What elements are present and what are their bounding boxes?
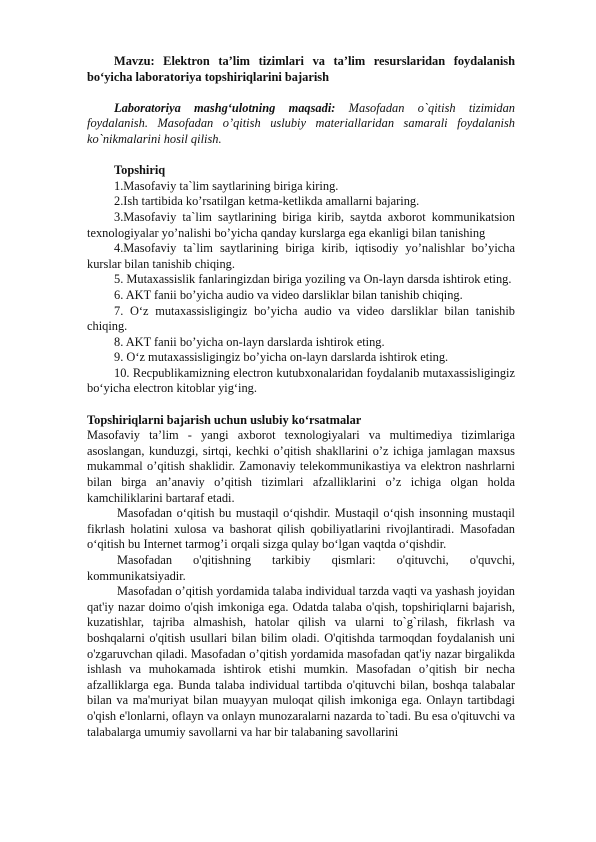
task-item: 3.Masofaviy ta`lim saytlarining biriga kirib, saytda axborot kommunikatsion texnologiyalar yo’nalishi bo’yicha qanday kurslarga ega ekanligi bilan tanishing: [87, 209, 515, 240]
aim-text: Masofadan o`qitish tizimidan foydalanish. Masofadan o’qitish uslubiy materiallaridan samarali foydalanish ko`nikmalarini hosil qilish.: [87, 100, 515, 146]
body-paragraph: Masofadan o'qitishning tarkibiy qismlari: o'qituvchi, o'quvchi, kommunikatsiyadir.: [87, 553, 515, 583]
document-page: [87, 54, 515, 740]
task-item: 1.Masofaviy ta`lim saytlarining biriga kiring.: [114, 178, 339, 193]
task-item: 6. AKT fanii bo’yicha audio va video darsliklar bilan tanishib chiqing.: [114, 287, 463, 302]
task-item: 8. AKT fanii bo’yicha on-layn darslarda ishtirok eting.: [114, 334, 385, 349]
document-title: Mavzu: Elektron ta’lim tizimlari va ta’lim resurslaridan foydalanish bo‘yicha laboratoriya topshiriqlarini bajarish: [87, 54, 515, 84]
task-item: 5. Mutaxassislik fanlaringizdan biriga yoziling va On-layn darsda ishtirok eting.: [114, 272, 512, 287]
task-item: 4.Masofaviy ta`lim saytlarining biriga kirib, iqtisodiy yo’nalishlar bo’yicha kurslar bilan tanishib chiqing.: [87, 241, 515, 271]
aim-paragraph: [87, 101, 515, 148]
task-item: 7. O‘z mutaxassisligingiz bo’yicha audio va video darsliklar bilan tanishib chiqing.: [87, 303, 515, 334]
body-paragraph: Masofadan o‘qitish bu mustaqil o‘qishdir. Mustaqil o‘qish insonning mustaqil fikrlash holatini xulosa va bashorat qilish qobiliyatlarini rivojlantiradi. Masofadan o‘qitish bu Internet tarmog’i orqali sizga qulay bo‘lgan vaqtda o‘qishdir.: [87, 506, 515, 552]
guide-heading: Topshiriqlarni bajarish uchun uslubiy ko‘rsatmalar: [87, 412, 362, 427]
tasks-heading: Topshiriq: [114, 163, 166, 178]
task-item: 2.Ish tartibida ko’rsatilgan ketma-ketlikda amallarni bajaring.: [114, 194, 420, 209]
spacer: [87, 85, 515, 101]
task-item: 9. O‘z mutaxassisligingiz bo’yicha on-layn darslarda ishtirok eting.: [114, 350, 449, 365]
task-item: 10. Recpublikamizning electron kutubxonalaridan foydalanib mutaxassisligingiz bo‘yicha electron kitoblar yig‘ing.: [87, 365, 515, 396]
body-paragraph: Masofadan o’qitish yordamida talaba individual tarzda vaqti va yashash joyidan qat'iy nazar doimo o'qish imkoniga ega. Odatda talaba o'qish, topshiriqlarni bajarish, kuzatishlar, tajriba almashish, hatolar qilish va ularni to`g`rilash, fikrlash va boshqalarni o'qitish usullari bilan bilim oladi. O'qitishda tarmoqdan foydalanish uni o'zgaruvchan qiladi. Masofadan o’qitish yordamida masofadan qat'iy nazar birgalikda ishlash va muhokamada ishtirok etishi mumkin. Masofadan o’qitish bir necha afzalliklarga ega. Bunda talaba individual tartibda o'qituvchi bilan, boshqa talabalar bilan va ma'muriyat bilan muayyan muloqat qilish imkoniga ega. Onlayn tartibdagi o'qish e'lonlarni, oflayn va onlayn munozaralarni nazarda to`tadi. Bu esa o'qituvchi va talabalarga umumiy savollarni va har bir talabaning savollarini: [87, 584, 515, 739]
body-paragraph: Masofaviy ta’lim - yangi axborot texnologiyalari va multimediya tizimlariga asoslangan, kunduzgi, sirtqi, kechki o’qitish shakllarini o’z ichiga jamlagan maxsus mukammal o’qitish shaklidir. Zamonaviy telekommunikastiya va elektron nashrlarni bilan birga an’anaviy o’qitish tizimlari afzalliklarini o’z ichiga olgan holda kamchiliklarini bartaraf etadi.: [87, 428, 515, 505]
aim-label: Laboratoriya mashg‘ulotning maqsadi:: [114, 100, 336, 115]
spacer: [87, 397, 515, 413]
spacer: [87, 148, 515, 164]
